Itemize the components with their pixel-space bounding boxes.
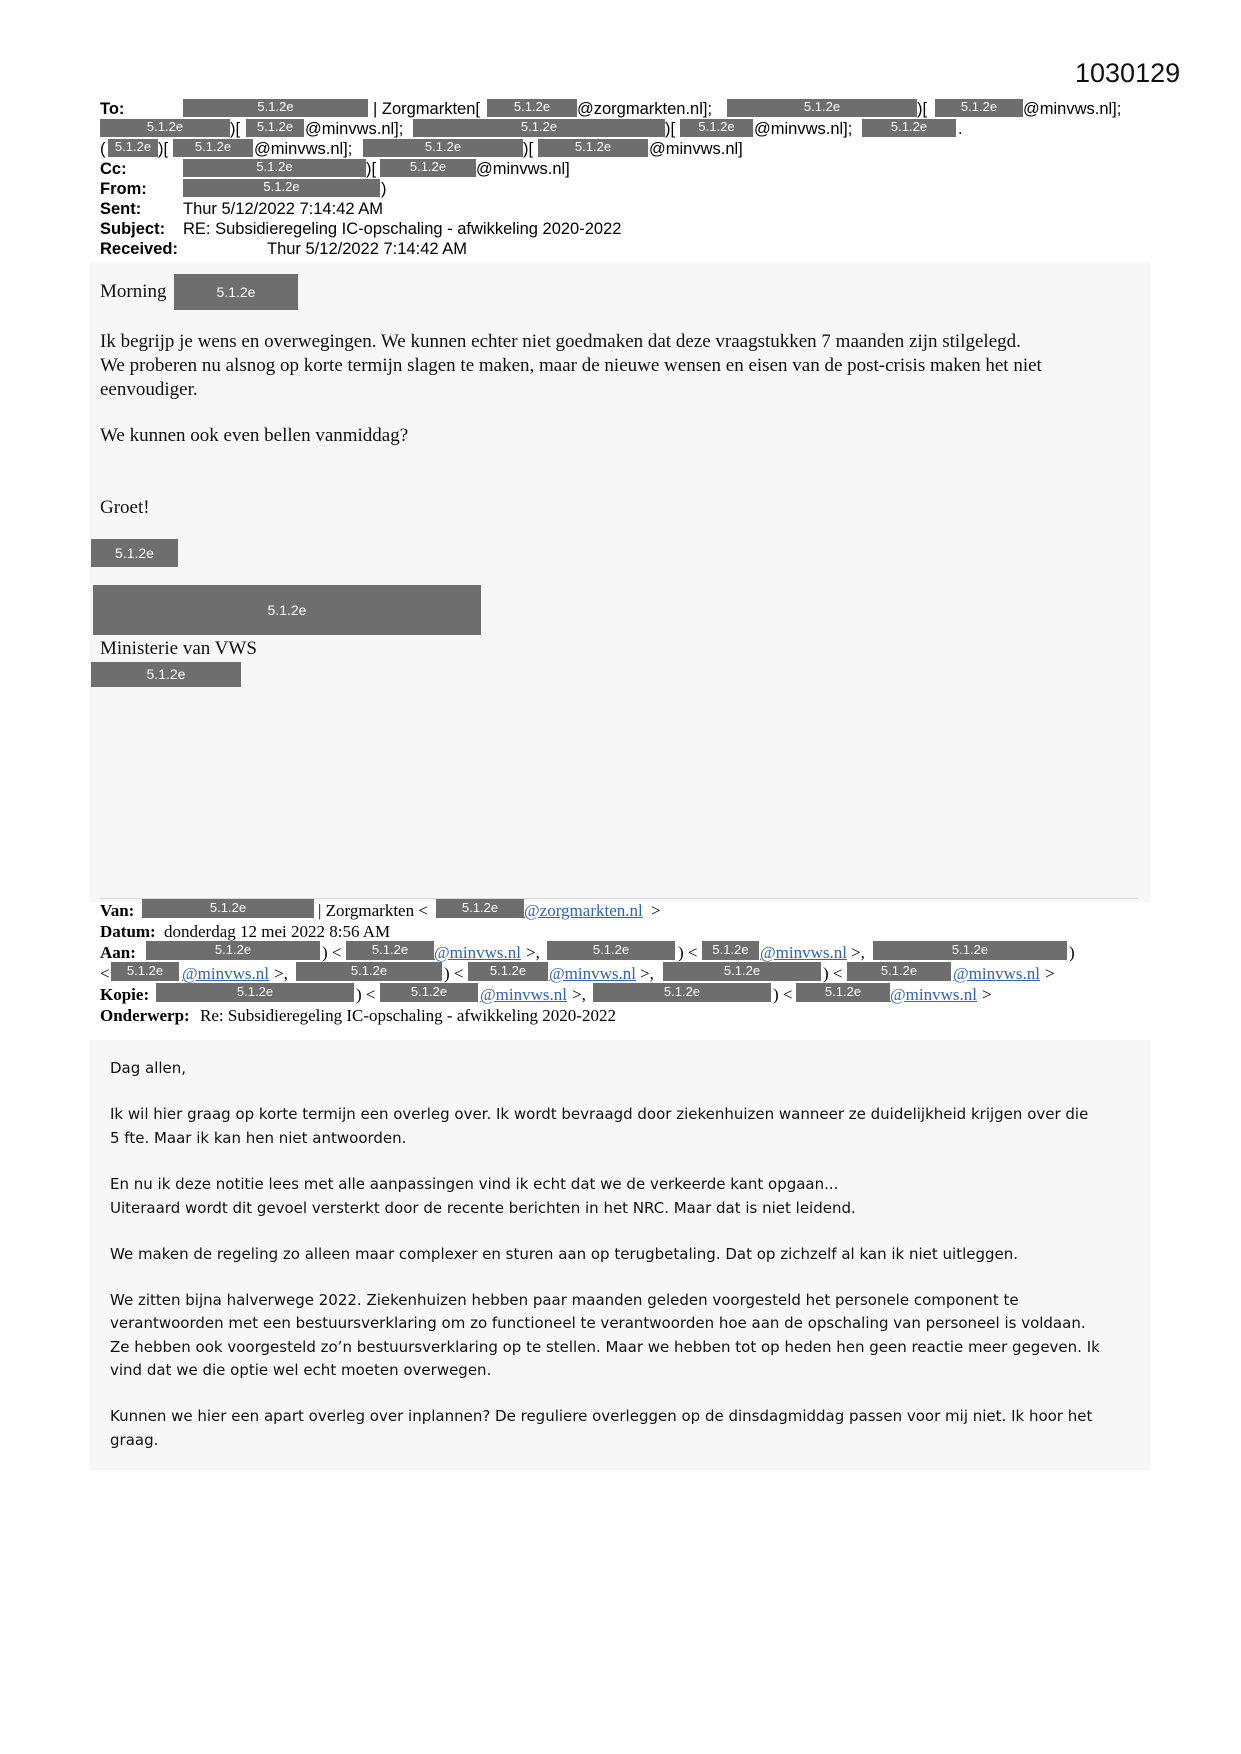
separator-text: ( [100,140,106,158]
redaction-box: 5.1.2e [487,99,577,117]
redaction-box: 5.1.2e [183,159,366,177]
datum-label: Datum: [100,922,156,941]
body-line: Ik begrijp je wens en overwegingen. We kunnen echter niet goedmaken dat deze vraagstukken 7 maanden zijn stilgelegd. [100,331,1021,352]
body-line: vind dat we die optie wel echt moeten overwegen. [110,1361,492,1379]
minvws-domain: @minvws.nl] [649,140,743,158]
redaction-box: 5.1.2e [296,962,442,981]
separator-text: ) [1069,943,1075,962]
redaction-box: 5.1.2e [862,119,956,137]
sent-label: Sent: [100,200,142,218]
separator-text: >, [640,964,654,983]
zorgmarkten-email-link[interactable]: @zorgmarkten.nl [524,901,643,920]
van-label: Van: [100,901,135,920]
signature-redaction: 5.1.2e [91,539,178,567]
redaction-box: 5.1.2e [142,899,314,918]
separator-text: >, [526,943,540,962]
kopie-label: Kopie: [100,985,150,1004]
body-line: En nu ik deze notitie lees met alle aanpassingen vind ik echt dat we de verkeerde kant opgaan... [110,1175,839,1193]
redaction-box: 5.1.2e [468,962,548,981]
separator-text: ) < [823,964,843,983]
salutation: Dag allen, [110,1059,187,1077]
separator-text: )[ [523,140,534,158]
redaction-box: 5.1.2e [593,983,771,1002]
redaction-box: 5.1.2e [363,139,523,157]
minvws-email-link[interactable]: @minvws.nl [890,985,977,1004]
onderwerp-label: Onderwerp: [100,1006,190,1025]
redaction-box: 5.1.2e [246,119,304,137]
redaction-box: 5.1.2e [173,139,253,157]
redaction-box: 5.1.2e [156,983,354,1002]
redaction-box: 5.1.2e [380,983,478,1002]
separator-text: )[ [158,140,169,158]
body-line: graag. [110,1431,159,1449]
separator-text: >, [572,985,586,1004]
subject-value: RE: Subsidieregeling IC-opschaling - afwikkeling 2020-2022 [183,220,622,238]
signature-redaction: 5.1.2e [91,662,241,687]
from-label: From: [100,180,147,198]
redaction-box: 5.1.2e [100,119,230,137]
separator-text: ) < [444,964,464,983]
body-line: Ik wil hier graag op korte termijn een overleg over. Ik wordt bevraagd door ziekenhuizen wanneer ze duidelijkheid krijgen over die [110,1105,1089,1123]
body-line: 5 fte. Maar ik kan hen niet antwoorden. [110,1129,407,1147]
received-label: Received: [100,240,178,258]
greeting: Morning [100,281,167,302]
redaction-box: 5.1.2e [727,99,917,117]
received-value: Thur 5/12/2022 7:14:42 AM [267,240,467,258]
redaction-box: 5.1.2e [413,119,665,137]
body-line: eenvoudiger. [100,379,198,400]
body-line: We maken de regeling zo alleen maar complexer en sturen aan op terugbetaling. Dat op zichzelf al kan ik niet uitleggen. [110,1245,1019,1263]
signature-redaction: 5.1.2e [93,585,481,635]
separator-text: ) [381,180,387,198]
redaction-box: 5.1.2e [174,274,298,310]
redaction-box: 5.1.2e [847,962,951,981]
redaction-box: 5.1.2e [146,941,320,960]
zorgmarkten-text: | Zorgmarkten[ [373,100,480,118]
document-number: 1030129 [1075,58,1181,88]
redaction-box: 5.1.2e [183,99,368,117]
separator-text: ) < [322,943,342,962]
aan-label: Aan: [100,943,136,962]
subject-label: Subject: [100,220,166,238]
body-line: verantwoorden met een bestuursverklaring om zo functioneel te verantwoorden hoe aan de opschaling van personeel is voldaan. [110,1314,1086,1332]
ministry-name: Ministerie van VWS [100,638,257,659]
body-line: We proberen nu alsnog op korte termijn slagen te maken, maar de nieuwe wensen en eisen van de post-crisis maken het niet [100,355,1042,376]
minvws-email-link[interactable]: @minvws.nl [480,985,567,1004]
separator-text: > [982,985,992,1004]
minvws-domain: @minvws.nl]; [254,140,353,158]
redaction-box: 5.1.2e [538,139,648,157]
cc-label: Cc: [100,160,127,178]
body-line: Ze hebben ook voorgesteld zo’n bestuursverklaring op te stellen. Maar we hebben tot op heden hen geen reactie meer gegeven. Ik [110,1338,1100,1356]
closing: Groet! [100,497,150,518]
separator-text: >, [274,964,288,983]
minvws-domain: @minvws.nl]; [754,120,853,138]
separator-text: ) < [773,985,793,1004]
to-label: To: [100,100,125,118]
separator-text: )[ [917,100,928,118]
redaction-box: 5.1.2e [436,899,524,918]
separator-text: >, [851,943,865,962]
redaction-box: 5.1.2e [547,941,675,960]
minvws-email-link[interactable]: @minvws.nl [549,964,636,983]
redaction-box: 5.1.2e [935,99,1023,117]
redaction-box: 5.1.2e [680,119,753,137]
redaction-box: 5.1.2e [873,941,1067,960]
separator-text: . [958,120,963,138]
separator-text: > [1045,964,1055,983]
body-line: We kunnen ook even bellen vanmiddag? [100,425,409,446]
redaction-box: 5.1.2e [380,159,476,177]
separator-text: )[ [366,160,377,178]
redaction-box: 5.1.2e [702,941,759,960]
redaction-box: 5.1.2e [346,941,434,960]
separator-text: > [651,901,661,920]
sent-value: Thur 5/12/2022 7:14:42 AM [183,200,383,218]
separator-text: ) < [678,943,698,962]
separator-text: ) < [356,985,376,1004]
zorgmarkten-text: | Zorgmarkten < [318,901,428,920]
body-line: We zitten bijna halverwege 2022. Ziekenhuizen hebben paar maanden geleden voorgesteld het personele component te [110,1291,1019,1309]
body-line: Kunnen we hier een apart overleg over inplannen? De reguliere overleggen op de dinsdagmiddag passen voor mij niet. Ik hoor het [110,1407,1093,1425]
datum-value: donderdag 12 mei 2022 8:56 AM [164,922,391,941]
minvws-email-link[interactable]: @minvws.nl [953,964,1040,983]
minvws-email-link[interactable]: @minvws.nl [434,943,521,962]
redaction-box: 5.1.2e [796,983,890,1002]
separator-text: )[ [230,120,241,138]
separator-text: < [100,964,110,983]
redaction-box: 5.1.2e [111,962,179,981]
minvws-email-link[interactable]: @minvws.nl [760,943,847,962]
minvws-domain: @minvws.nl]; [305,120,404,138]
redaction-box: 5.1.2e [183,179,380,197]
zorgmarkten-domain: @zorgmarkten.nl]; [577,100,713,118]
minvws-domain: @minvws.nl] [476,160,570,178]
minvws-email-link[interactable]: @minvws.nl [182,964,269,983]
redaction-box: 5.1.2e [108,139,158,157]
redaction-box: 5.1.2e [663,962,821,981]
onderwerp-value: Re: Subsidieregeling IC-opschaling - afwikkeling 2020-2022 [200,1006,616,1025]
separator-text: )[ [665,120,676,138]
minvws-domain: @minvws.nl]; [1023,100,1122,118]
body-line: Uiteraard wordt dit gevoel versterkt door de recente berichten in het NRC. Maar dat is niet leidend. [110,1199,856,1217]
